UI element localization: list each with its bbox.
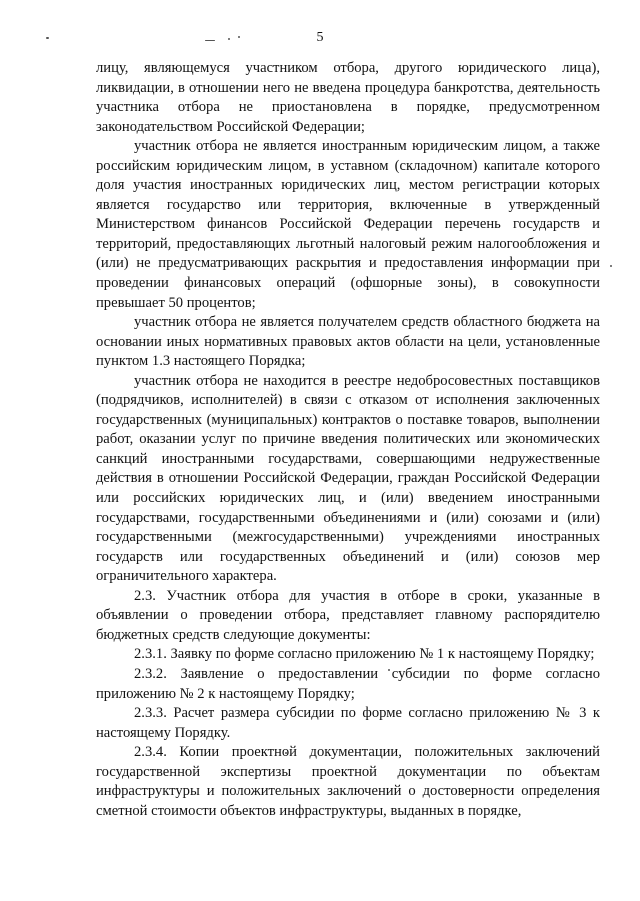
paragraph: 2.3.3. Расчет размера субсидии по форме согласно приложению № 3 к настоящему Порядку.: [96, 705, 600, 741]
paragraph: 2.3.1. Заявку по форме согласно приложению № 1 к настоящему Порядку;: [134, 646, 595, 663]
paragraph: участник отбора не находится в реестре недобросовестных поставщиков (подрядчиков, исполнителей) в связи с отказом от исполнения заключенных государственных (муниципальных) контрактов о поставке товаров, выполнении работ, оказании услуг по причине введения политических или экономических санкций иностранными государствами, совершающими недружественные действия в отношении Российской Федерации, граждан Российской Федерации или российских юридических лиц, и (или) введением иностранными государствами, государственными объединениями и (или) союзами и (или) государственными (межгосударственными) учреждениями иностранных государств или государственных объединений и (или) союзов мер ограничительного характера.: [96, 372, 600, 585]
paragraph: 2.3. Участник отбора для участия в отборе в сроки, указанные в объявлении о проведении отбора, представляет главному распорядителю бюджетных средств следующие документы:: [96, 587, 600, 643]
scan-speck: [228, 38, 230, 40]
paragraph: 2.3.4. Копии проектной документации, положительных заключений государственной экспертизы проектной документации по объектам инфраструктуры и положительных заключений о достоверности определения сметной стоимости объектов инфраструктуры, выданных в порядке,: [96, 744, 600, 819]
paragraph: участник отбора не является получателем средств областного бюджета на основании иных нормативных правовых актов области на цели, установленные пунктом 1.3 настоящего Порядка;: [96, 314, 600, 370]
document-body: [96, 59, 600, 821]
scan-speck: [46, 37, 49, 39]
scan-speck: [205, 40, 215, 41]
scan-speck: [610, 265, 612, 267]
paragraph: 2.3.2. Заявление о предоставлении субсидии по форме согласно приложению № 2 к настоящему Порядку;: [96, 665, 600, 702]
page-number: 5: [316, 30, 324, 45]
paragraph: участник отбора не является иностранным юридическим лицом, а также российским юридическим лицом, в уставном (складочном) капитале которого доля участия иностранных юридических лиц, местом регистрации которых является государство или территория, включенные в утвержденный Министерством финансов Российской Федерации перечень государств и территорий, предоставляющих льготный налоговый режим налогообложения и (или) не предусматривающих раскрытия и предоставления информации при проведении финансовых операций (офшорные зоны), в совокупности превышает 50 процентов;: [96, 138, 600, 311]
paragraph: лицу, являющемуся участником отбора, другого юридического лица), ликвидации, в отношении него не введена процедура банкротства, деятельность участника отбора не приостановлена в порядке, предусмотренном законодательством Российской Федерации;: [96, 60, 600, 135]
scan-speck: [238, 36, 240, 38]
